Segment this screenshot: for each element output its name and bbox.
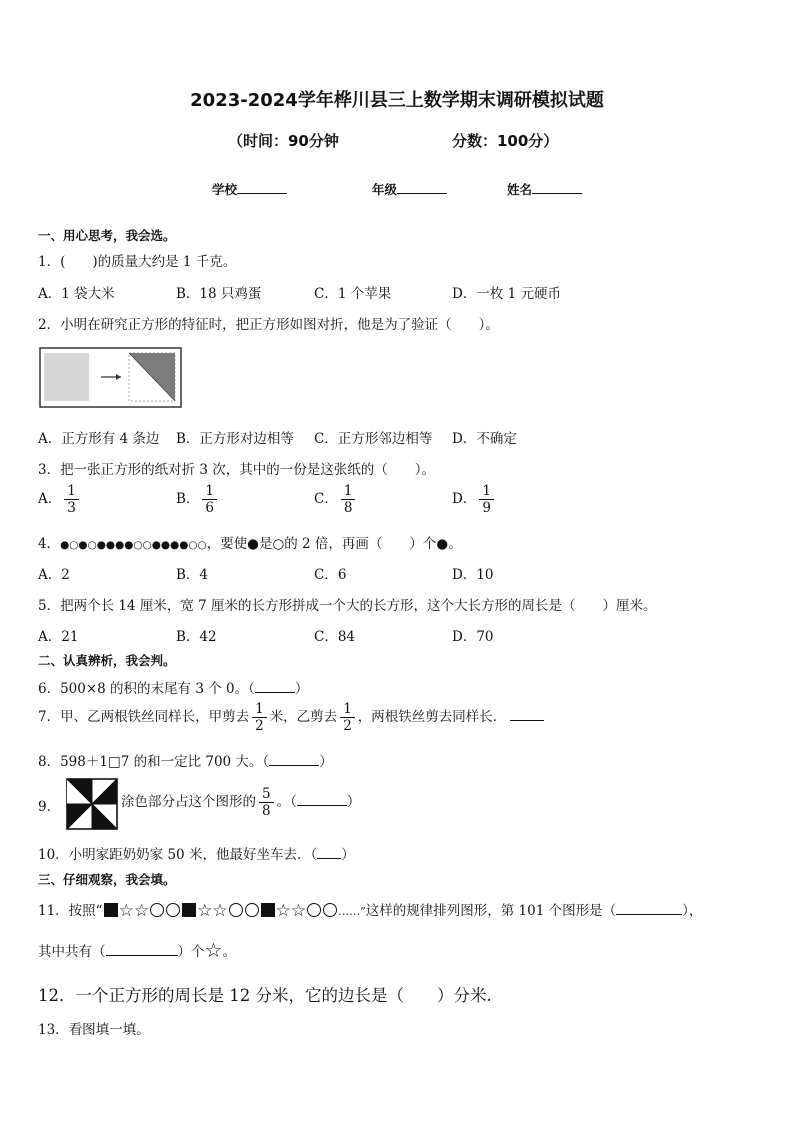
q4-option-a[interactable]: A．2 — [38, 567, 70, 583]
q11-answer-blank-2[interactable] — [106, 941, 178, 956]
pattern-sequence — [103, 903, 339, 919]
q2-option-c[interactable]: C．正方形邻边相等 — [314, 431, 433, 447]
star-icon: ☆ — [204, 938, 223, 962]
q3-option-c[interactable]: C． $\frac{1}{8}$ — [314, 484, 358, 515]
name-field[interactable]: 姓名 — [507, 180, 582, 198]
q1-option-b[interactable]: B．18 只鸡蛋 — [176, 286, 262, 302]
star-icon: ☆ — [290, 901, 307, 921]
question-6: 6．500×8 的积的末尾有 3 个 0。（ ） — [38, 677, 308, 697]
question-11-line2: 其中共有（ ）个☆。 — [38, 938, 236, 962]
question-3: 3．把一张正方形的纸对折 3 次，其中的一份是这张纸的（ ）。 — [38, 462, 436, 478]
q3-option-a[interactable]: A． $\frac{1}{3}$ — [38, 484, 82, 515]
q5-option-a[interactable]: A．21 — [38, 629, 79, 645]
square-icon — [104, 903, 118, 917]
square-icon — [182, 903, 196, 917]
star-icon: ☆ — [197, 901, 213, 921]
q4-option-c[interactable]: C．6 — [314, 567, 347, 583]
question-4: 4．●○●○●●●●○○●●●●○○，要使●是○的 2 倍，再画（ ）个●。 — [38, 536, 462, 552]
question-10: 10．小明家距奶奶家 50 米，他最好坐车去．（ ） — [38, 843, 355, 863]
square-icon — [261, 903, 275, 917]
exam-time: （时间：90分钟 — [228, 132, 339, 150]
question-12: 12．一个正方形的周长是 12 分米，它的边长是（ ）分米. — [38, 986, 492, 1005]
section-3-heading: 三、仔细观察，我会填。 — [38, 872, 176, 887]
star-icon: ☆ — [118, 901, 134, 921]
q8-answer-blank[interactable] — [269, 751, 319, 766]
star-icon: ☆ — [212, 901, 228, 921]
q4-option-d[interactable]: D．10 — [452, 567, 494, 583]
q2-option-d[interactable]: D．不确定 — [452, 431, 517, 447]
page-title: 2023-2024学年桦川县三上数学期末调研模拟试题 — [190, 90, 604, 111]
q6-answer-blank[interactable] — [255, 678, 295, 693]
circle-icon — [307, 903, 321, 917]
question-11: 11．按照“ ☆☆ ☆☆ ☆☆ ……”这样的规律排列图形，第 101 个图形是（ ）， — [38, 901, 703, 921]
section-1-heading: 一、用心思考，我会选。 — [38, 228, 176, 243]
q3-option-b[interactable]: B． $\frac{1}{6}$ — [176, 484, 220, 515]
q2-option-b[interactable]: B．正方形对边相等 — [176, 431, 294, 447]
school-field[interactable]: 学校 — [212, 180, 287, 198]
q5-option-d[interactable]: D．70 — [452, 629, 494, 645]
grade-field[interactable]: 年级 — [372, 180, 447, 198]
question-2: 2．小明在研究正方形的特征时，把正方形如图对折，他是为了验证（ ）。 — [38, 317, 499, 333]
pinwheel-figure — [66, 778, 118, 834]
square-fold-figure — [39, 347, 182, 412]
circle-icon — [229, 903, 243, 917]
q10-answer-blank[interactable] — [317, 844, 341, 859]
circle-icon — [166, 903, 180, 917]
circle-icon — [245, 903, 259, 917]
q5-option-b[interactable]: B．42 — [176, 629, 217, 645]
question-1: 1．( )的质量大约是 1 千克。 — [38, 254, 237, 270]
circle-icon — [323, 903, 337, 917]
q2-option-a[interactable]: A．正方形有 4 条边 — [38, 431, 160, 447]
question-13: 13．看图填一填。 — [38, 1022, 150, 1038]
question-7: 7．甲、乙两根铁丝同样长，甲剪去 $\frac{1}{2}$ 米，乙剪去 $\frac{1}{2}$ ，两根铁丝剪去同样长． — [38, 702, 544, 733]
circle-icon — [150, 903, 164, 917]
question-9: 9． — [38, 799, 61, 815]
question-5: 5．把两个长 14 厘米，宽 7 厘米的长方形拼成一个大的长方形，这个大长方形的周长是（ ）厘米。 — [38, 598, 657, 614]
star-icon: ☆ — [275, 901, 291, 921]
q5-option-c[interactable]: C．84 — [314, 629, 356, 645]
q11-answer-blank-1[interactable] — [616, 900, 682, 915]
q7-answer-blank[interactable] — [510, 706, 544, 721]
q1-option-c[interactable]: C．1 个苹果 — [314, 286, 392, 302]
q4-option-b[interactable]: B．4 — [176, 567, 209, 583]
q1-option-a[interactable]: A．1 袋大米 — [38, 286, 115, 302]
dot-sequence: ●○●○●●●●○○●●●●○○ — [60, 539, 207, 551]
exam-score: 分数：100分） — [452, 132, 559, 150]
q3-option-d[interactable]: D． $\frac{1}{9}$ — [452, 484, 497, 515]
question-8: 8．598＋1□7 的和一定比 700 大。（ ） — [38, 750, 333, 770]
question-9-text: 涂色部分占这个图形的 $\frac{5}{8}$ 。（ ） — [121, 786, 361, 820]
q9-answer-blank[interactable] — [297, 791, 347, 806]
star-icon: ☆ — [133, 901, 150, 921]
section-2-heading: 二、认真辨析，我会判。 — [38, 653, 176, 668]
q1-option-d[interactable]: D．一枚 1 元硬币 — [452, 286, 561, 302]
